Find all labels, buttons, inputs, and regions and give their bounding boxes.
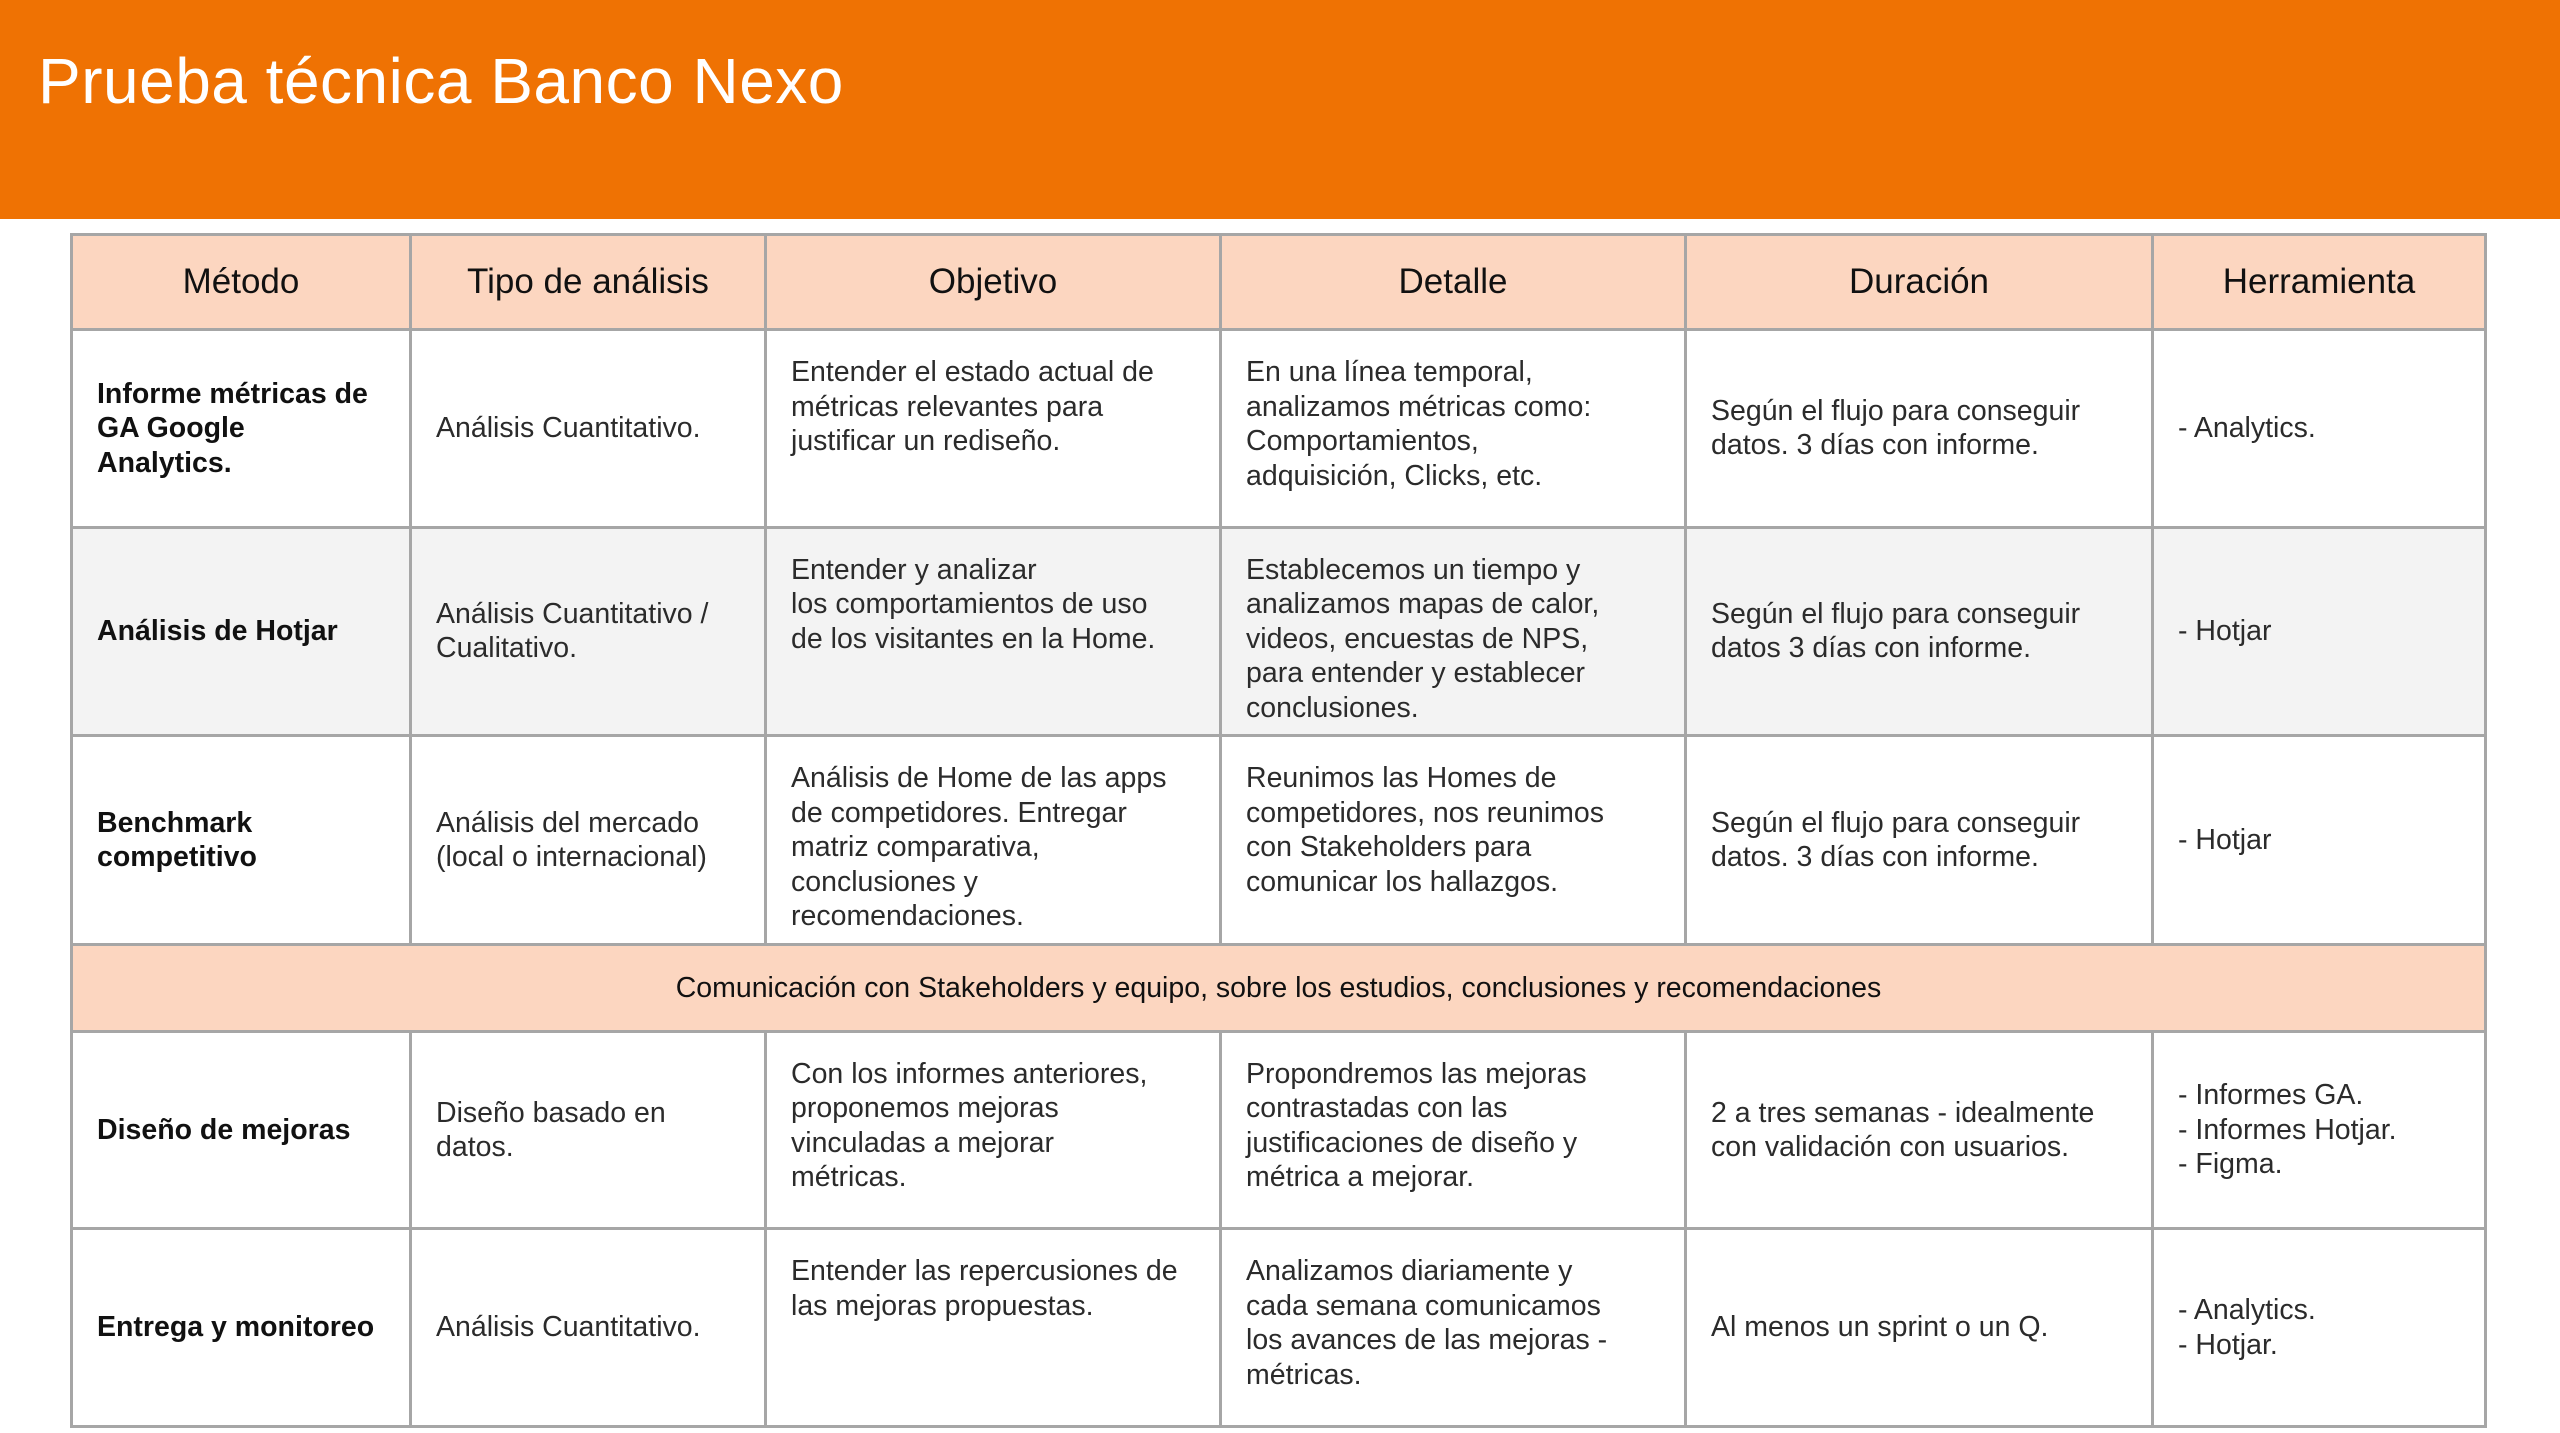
cell-metodo: Análisis de Hotjar: [72, 527, 411, 736]
cell-objetivo: Entender el estado actual de métricas relevantes para justificar un rediseño.: [766, 330, 1221, 528]
column-header-duracion: Duración: [1686, 235, 2153, 330]
cell-detalle: Reunimos las Homes de competidores, nos reunimos con Stakeholders para comunicar los hallazgos.: [1221, 736, 1686, 945]
cell-objetivo: Entender y analizar los comportamientos de uso de los visitantes en la Home.: [766, 527, 1221, 736]
cell-detalle: Establecemos un tiempo y analizamos mapas de calor, videos, encuestas de NPS, para entender y establecer conclusiones.: [1221, 527, 1686, 736]
table-row: [72, 330, 2486, 528]
title-bar: [0, 0, 2560, 219]
column-header-metodo: Método: [72, 235, 411, 330]
research-plan-table: [70, 233, 2487, 1428]
cell-herramienta: - Analytics. - Hotjar.: [2153, 1229, 2486, 1427]
cell-duracion: Según el flujo para conseguir datos. 3 días con informe.: [1686, 330, 2153, 528]
cell-metodo: Entrega y monitoreo: [72, 1229, 411, 1427]
table-row: [72, 736, 2486, 945]
cell-duracion: Al menos un sprint o un Q.: [1686, 1229, 2153, 1427]
cell-tipo: Análisis del mercado (local o internacional): [411, 736, 766, 945]
cell-herramienta: - Hotjar: [2153, 527, 2486, 736]
cell-tipo: Análisis Cuantitativo.: [411, 330, 766, 528]
column-header-herramienta: Herramienta: [2153, 235, 2486, 330]
cell-detalle: En una línea temporal, analizamos métricas como: Comportamientos, adquisición, Clicks, etc.: [1221, 330, 1686, 528]
table-row: [72, 1031, 2486, 1229]
cell-tipo: Análisis Cuantitativo.: [411, 1229, 766, 1427]
column-header-objetivo: Objetivo: [766, 235, 1221, 330]
cell-duracion: Según el flujo para conseguir datos. 3 días con informe.: [1686, 736, 2153, 945]
cell-tipo: Diseño basado en datos.: [411, 1031, 766, 1229]
communication-banner: Comunicación con Stakeholders y equipo, sobre los estudios, conclusiones y recomendaciones: [72, 944, 2486, 1031]
cell-herramienta: - Analytics.: [2153, 330, 2486, 528]
cell-tipo: Análisis Cuantitativo / Cualitativo.: [411, 527, 766, 736]
page-title: Prueba técnica Banco Nexo: [38, 45, 844, 117]
communication-banner-row: [72, 944, 2486, 1031]
column-header-tipo: Tipo de análisis: [411, 235, 766, 330]
cell-metodo: Diseño de mejoras: [72, 1031, 411, 1229]
cell-duracion: Según el flujo para conseguir datos 3 días con informe.: [1686, 527, 2153, 736]
cell-herramienta: - Hotjar: [2153, 736, 2486, 945]
cell-objetivo: Entender las repercusiones de las mejoras propuestas.: [766, 1229, 1221, 1427]
table-row: [72, 1229, 2486, 1427]
cell-herramienta: - Informes GA. - Informes Hotjar. - Figma.: [2153, 1031, 2486, 1229]
cell-objetivo: Análisis de Home de las apps de competidores. Entregar matriz comparativa, conclusiones y recomendaciones.: [766, 736, 1221, 945]
cell-detalle: Analizamos diariamente y cada semana comunicamos los avances de las mejoras - métricas.: [1221, 1229, 1686, 1427]
cell-objetivo: Con los informes anteriores, proponemos mejoras vinculadas a mejorar métricas.: [766, 1031, 1221, 1229]
table-header-row: [72, 235, 2486, 330]
column-header-detalle: Detalle: [1221, 235, 1686, 330]
table-row: [72, 527, 2486, 736]
cell-duracion: 2 a tres semanas - idealmente con validación con usuarios.: [1686, 1031, 2153, 1229]
cell-metodo: Informe métricas de GA Google Analytics.: [72, 330, 411, 528]
cell-detalle: Propondremos las mejoras contrastadas con las justificaciones de diseño y métrica a mejorar.: [1221, 1031, 1686, 1229]
cell-metodo: Benchmark competitivo: [72, 736, 411, 945]
